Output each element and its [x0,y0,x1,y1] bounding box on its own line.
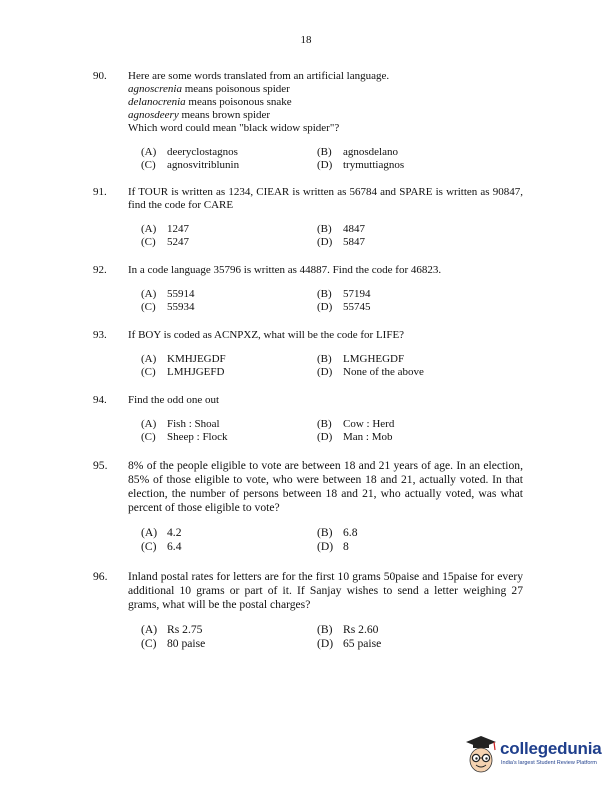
question-text: If TOUR is written as 1234, CIEAR is written as 56784 and SPARE is written as 90847, find the code for CARE [128,186,523,211]
definition-line [128,109,523,122]
option-c: (C) 55934 [141,301,195,313]
artificial-word: agnoscrenia [128,83,182,95]
options [141,288,523,314]
option-d: (D) None of the above [317,366,424,378]
question-text: 8% of the people eligible to vote are between 18 and 21 years of age. In an election, 85% of those eligible to vote, who were between 18 and 21, actually voted. In that election, the number of persons between 18 and 21, who actually voted, was what percent of those eligible to vote? [128,459,523,514]
artificial-word: agnosdeery [128,109,179,121]
option-a: (A) Fish : Shoal [141,418,220,430]
option-a: (A) 55914 [141,288,195,300]
option-d: (D) 8 [317,540,349,553]
question-number: 90. [93,70,107,82]
option-c: (C) 80 paise [141,637,206,650]
option-c: (C) 5247 [141,236,189,248]
question-93 [93,329,523,379]
question-91 [93,186,523,249]
option-a: (A) 4.2 [141,526,182,539]
option-b: (B) 6.8 [317,526,358,539]
option-b: (B) 4847 [317,223,365,235]
option-d: (D) 5847 [317,236,365,248]
options [141,223,523,249]
option-d: (D) Man : Mob [317,431,393,443]
option-b: (B) LMGHEGDF [317,353,405,365]
option-a: (A) deeryclostagnos [141,146,238,158]
word-meaning: means poisonous spider [181,83,290,95]
option-b: (B) Rs 2.60 [317,623,379,636]
options [141,623,523,651]
question-number: 96. [93,570,108,583]
question-90 [93,70,523,172]
definition-line [128,96,523,109]
option-d: (D) 55745 [317,301,371,313]
question-number: 91. [93,186,107,198]
question-number: 93. [93,329,107,341]
option-c: (C) 6.4 [141,540,182,553]
options [141,418,523,444]
brand-tagline: India's largest Student Review Platform [501,760,597,766]
option-a: (A) 1247 [141,223,189,235]
option-b: (B) Cow : Herd [317,418,395,430]
question-92 [93,264,523,314]
brand-name: collegedunia [500,739,602,758]
page-number: 18 [300,34,312,46]
question-94 [93,394,523,444]
mascot-icon [462,733,500,777]
question-text: Which word could mean "black widow spider"? [128,122,340,134]
options [141,526,523,554]
artificial-word: delanocrenia [128,96,186,108]
word-meaning: means poisonous snake [185,96,292,108]
option-a: (A) Rs 2.75 [141,623,203,636]
question-text: Here are some words translated from an artificial language. [128,70,390,82]
question-text: Find the odd one out [128,394,220,406]
question-96 [93,570,523,651]
question-text: Inland postal rates for letters are for the first 10 grams 50paise and 15paise for every additional 10 grams or part of it. If Sanjay wishes to send a letter weighing 27 grams, what will be the postal charges? [128,570,523,611]
question-number: 94. [93,394,107,406]
question-number: 92. [93,264,107,276]
option-b: (B) 57194 [317,288,371,300]
option-d: (D) trymuttiagnos [317,159,405,171]
options [141,353,523,379]
option-d: (D) 65 paise [317,637,382,650]
options [141,146,523,172]
collegedunia-logo [462,733,602,777]
question-text: In a code language 35796 is written as 44887. Find the code for 46823. [128,264,442,276]
option-b: (B) agnosdelano [317,146,398,158]
question-number: 95. [93,459,108,472]
question-text: If BOY is coded as ACNPXZ, what will be the code for LIFE? [128,329,405,341]
option-c: (C) agnosvitriblunin [141,159,240,171]
question-95 [93,459,523,554]
option-c: (C) Sheep : Flock [141,431,228,443]
option-c: (C) LMHJGEFD [141,366,225,378]
word-meaning: means brown spider [178,109,271,121]
option-a: (A) KMHJEGDF [141,353,226,365]
definition-line [128,83,523,96]
